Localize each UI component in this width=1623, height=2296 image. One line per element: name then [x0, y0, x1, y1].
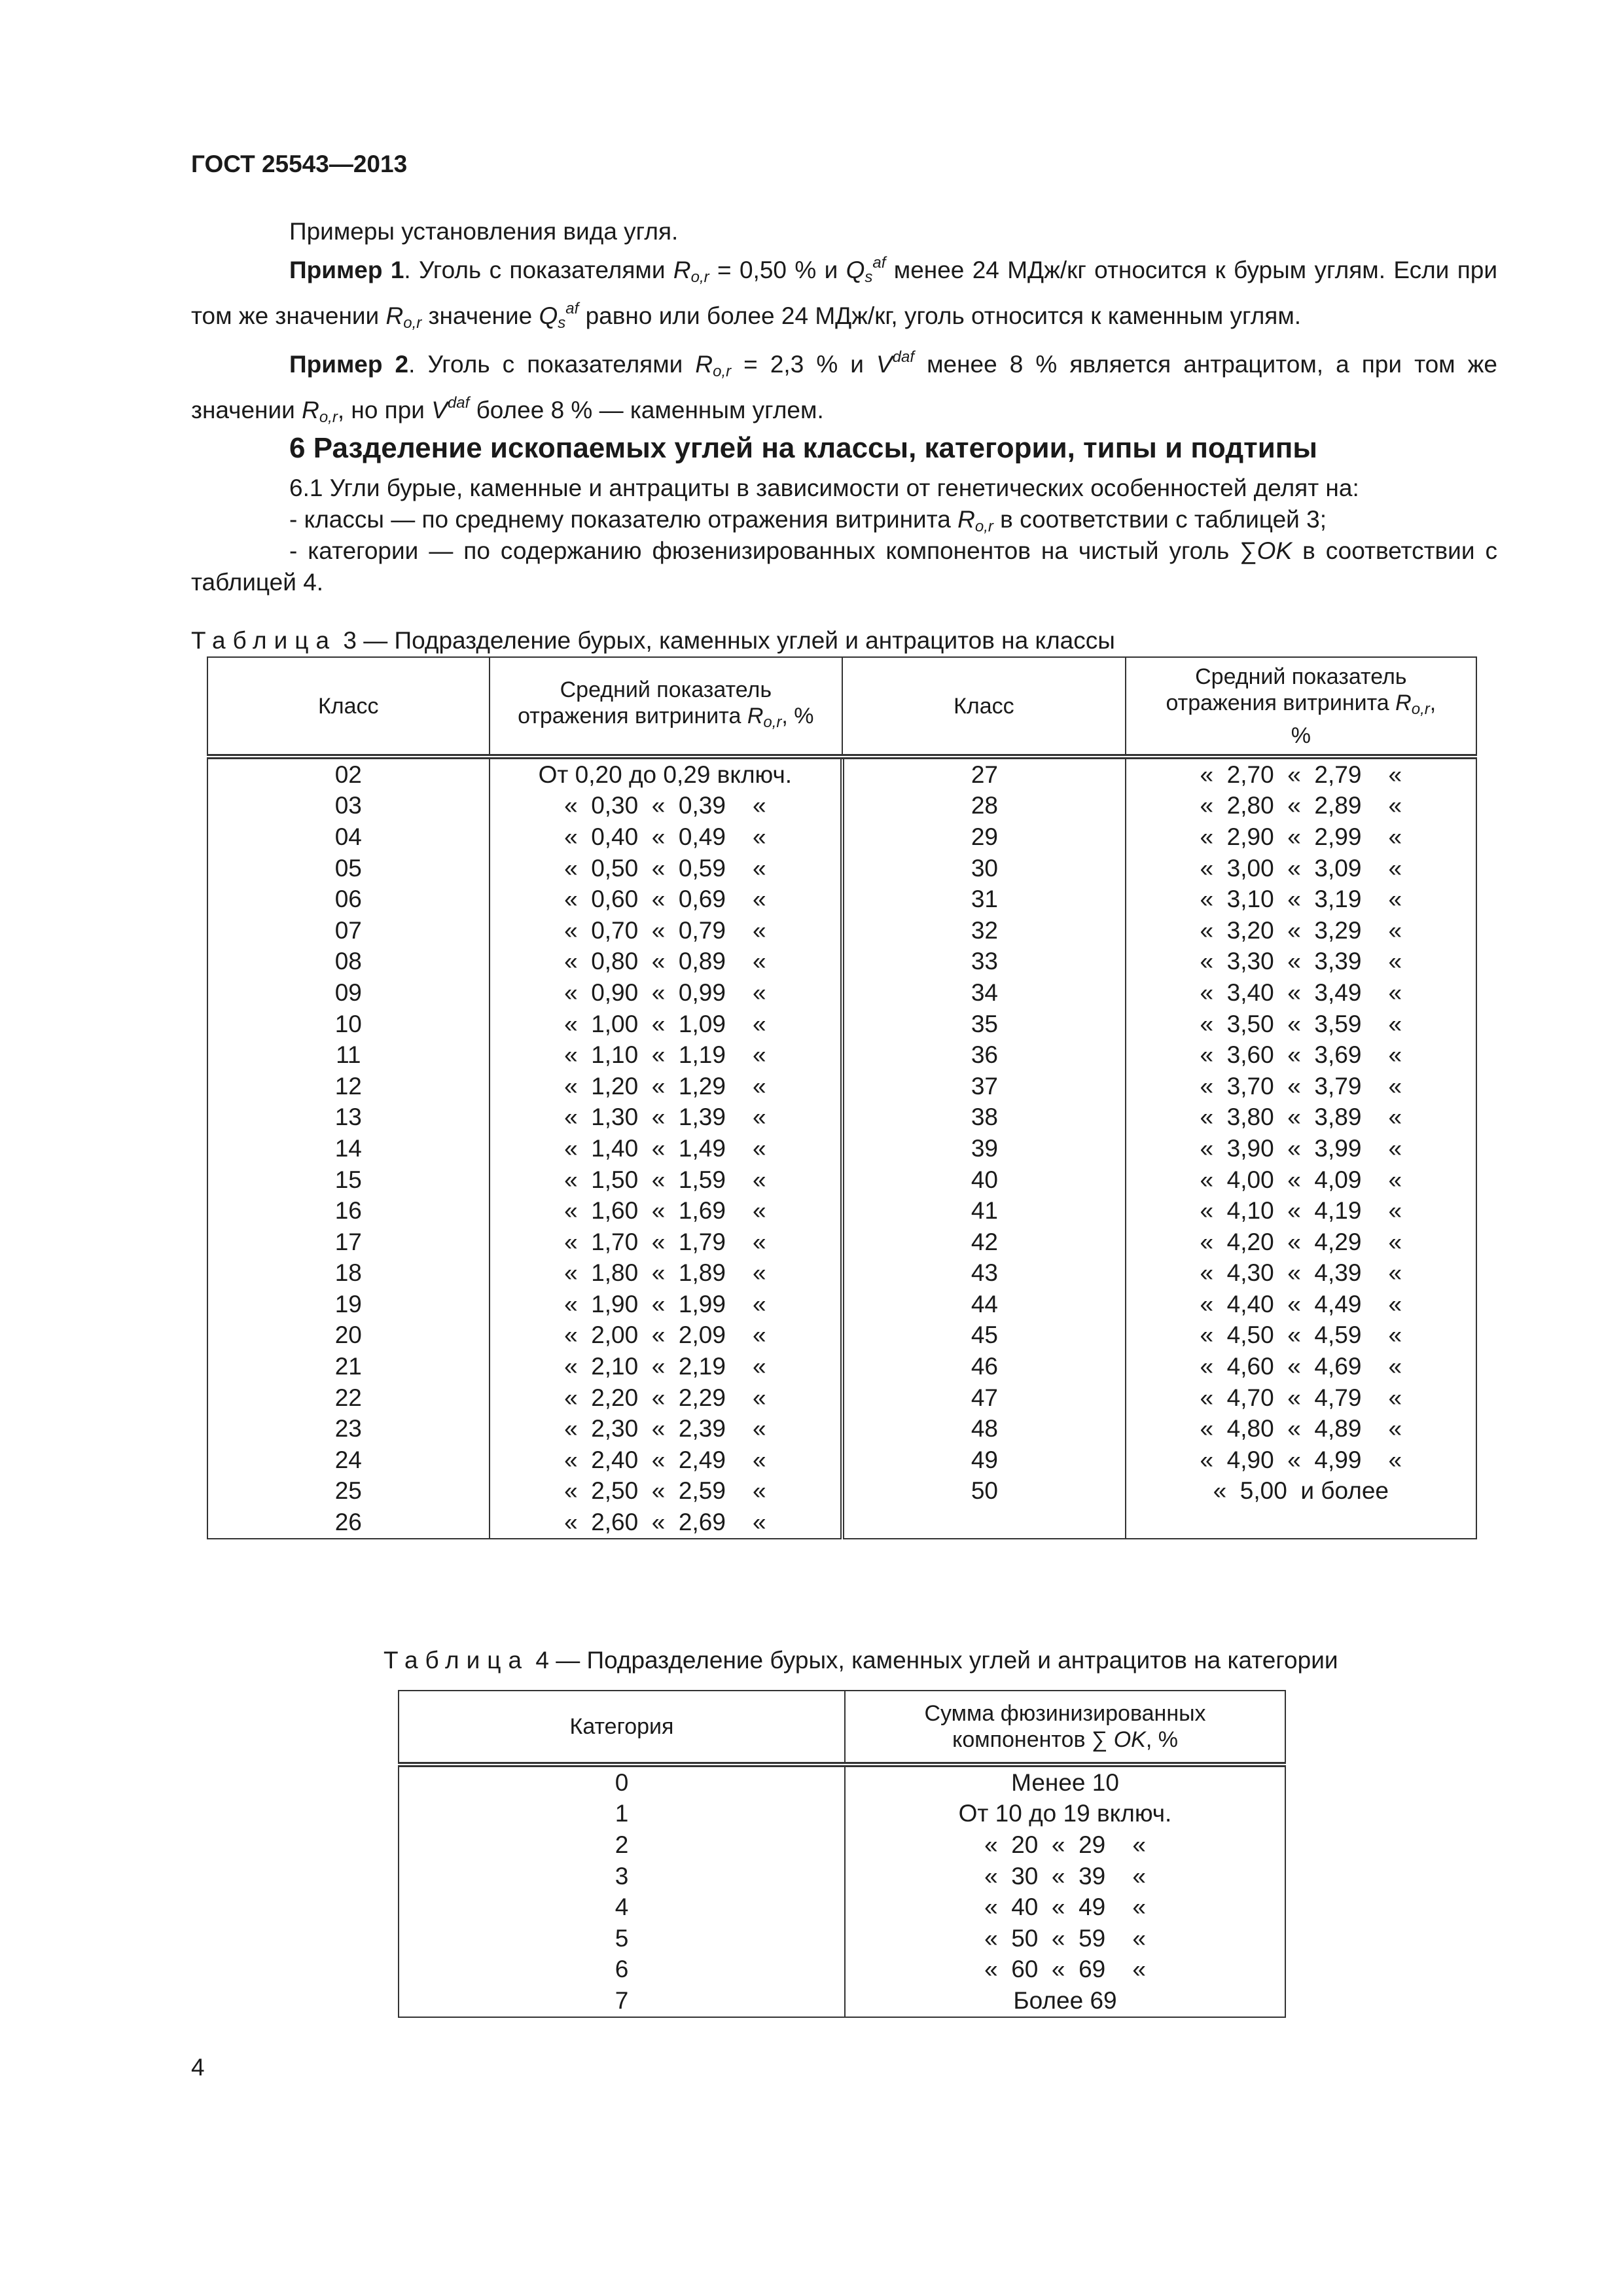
table-row	[207, 1009, 1476, 1040]
table-row	[207, 915, 1476, 946]
table-cell: « 1,00 « 1,09 «	[490, 1009, 843, 1040]
table-cell: 21	[207, 1351, 490, 1382]
table-cell: 19	[207, 1289, 490, 1320]
table-cell: 04	[207, 821, 490, 853]
table-4-body	[399, 1765, 1285, 2017]
column-header-value: Средний показатель отражения витринита $R_{o,r}$, %	[490, 657, 843, 757]
table-cell: 39	[842, 1133, 1126, 1164]
table-row	[399, 1861, 1285, 1892]
table-cell: « 3,90 « 3,99 «	[1126, 1133, 1476, 1164]
table-cell: От 10 до 19 включ.	[845, 1799, 1285, 1830]
table-cell: « 5,00 и более	[1126, 1476, 1476, 1507]
table-cell: 13	[207, 1102, 490, 1134]
table-cell: « 1,90 « 1,99 «	[490, 1289, 843, 1320]
table-cell: 1	[399, 1799, 845, 1830]
table-cell: 5	[399, 1923, 845, 1954]
table-cell: 4	[399, 1892, 845, 1923]
table-cell: 15	[207, 1164, 490, 1196]
table-cell: « 40 « 49 «	[845, 1892, 1285, 1923]
table-cell: « 4,80 « 4,89 «	[1126, 1413, 1476, 1444]
section-paragraph-2: - классы — по среднему показателю отражения витринита $R_{o,r}$ в соответствии с таблицей 3;	[289, 506, 1327, 535]
table-cell: « 2,30 « 2,39 «	[490, 1413, 843, 1444]
table-cell: 43	[842, 1258, 1126, 1289]
page-number: 4	[191, 2054, 205, 2081]
table-cell: 37	[842, 1071, 1126, 1102]
table-row	[207, 1039, 1476, 1071]
table-cell: 12	[207, 1071, 490, 1102]
table-cell: « 4,60 « 4,69 «	[1126, 1351, 1476, 1382]
table-cell: 35	[842, 1009, 1126, 1040]
table-3-caption: Таблица 3 — Подразделение бурых, каменных углей и антрацитов на классы	[191, 627, 1115, 654]
table-row	[399, 1892, 1285, 1923]
symbol-ok: OK	[1257, 537, 1293, 564]
table-cell: 32	[842, 915, 1126, 946]
table-cell: Менее 10	[845, 1765, 1285, 1799]
column-header-class: Класс	[207, 657, 490, 757]
section-paragraph-1: 6.1 Угли бурые, каменные и антрациты в зависимости от генетических особенностей делят на:	[289, 475, 1359, 501]
table-cell: 7	[399, 1985, 845, 2017]
table-cell: 14	[207, 1133, 490, 1164]
table-cell: « 0,80 « 0,89 «	[490, 946, 843, 978]
table-row	[207, 1476, 1476, 1507]
table-cell: 03	[207, 791, 490, 822]
table-cell: 27	[842, 757, 1126, 791]
table-cell: « 3,20 « 3,29 «	[1126, 915, 1476, 946]
symbol-r: R	[302, 397, 319, 423]
table-row	[399, 1765, 1285, 1799]
table-cell: 42	[842, 1227, 1126, 1258]
table-row	[207, 1164, 1476, 1196]
table-cell: 50	[842, 1476, 1126, 1507]
table-cell: « 4,90 « 4,99 «	[1126, 1444, 1476, 1476]
table-row	[207, 757, 1476, 791]
table-row	[399, 1923, 1285, 1954]
symbol-v: V	[431, 397, 448, 423]
table-cell: « 3,80 « 3,89 «	[1126, 1102, 1476, 1134]
table-cell: « 0,60 « 0,69 «	[490, 884, 843, 915]
table-header-row	[399, 1691, 1285, 1765]
table-row	[207, 1071, 1476, 1102]
table-cell: 10	[207, 1009, 490, 1040]
column-header-class: Класс	[842, 657, 1126, 757]
table-cell: 31	[842, 884, 1126, 915]
table-cell: « 3,40 « 3,49 «	[1126, 977, 1476, 1009]
table-cell: 33	[842, 946, 1126, 978]
table-cell: « 2,20 « 2,29 «	[490, 1382, 843, 1414]
symbol-r: R	[957, 506, 975, 533]
table-cell: « 4,40 « 4,49 «	[1126, 1289, 1476, 1320]
column-header-value: Средний показатель отражения витринита $R_{o,r}$, %	[1126, 657, 1476, 757]
table-cell: 18	[207, 1258, 490, 1289]
table-cell: 6	[399, 1954, 845, 1986]
column-header-sum: Сумма фюзинизированных компонентов ∑ OK, %	[845, 1691, 1285, 1765]
section-paragraph-3: - категории — по содержанию фюзенизированных компонентов на чистый уголь ∑OK в соответствии с таблицей 4.	[191, 537, 1497, 596]
table-cell: 24	[207, 1444, 490, 1476]
table-cell: « 1,70 « 1,79 «	[490, 1227, 843, 1258]
table-4-caption: Таблица 4 — Подразделение бурых, каменных углей и антрацитов на категории	[383, 1647, 1338, 1674]
table-cell: « 0,90 « 0,99 «	[490, 977, 843, 1009]
table-cell: « 2,00 « 2,09 «	[490, 1320, 843, 1352]
table-cell: « 2,60 « 2,69 «	[490, 1507, 843, 1539]
table-cell: « 3,60 « 3,69 «	[1126, 1039, 1476, 1071]
table-row	[207, 1195, 1476, 1227]
table-cell: 17	[207, 1227, 490, 1258]
table-cell: От 0,20 до 0,29 включ.	[490, 757, 843, 791]
table-cell: 06	[207, 884, 490, 915]
table-cell: « 0,40 « 0,49 «	[490, 821, 843, 853]
example-2: Пример 2. Уголь с показателями $R_{o,r} = 2,3$ % и $V^{daf}$ менее 8 % является антрацитом, а при том же значении $R_{o,r}$, но при $V^{daf}$ более 8 % — каменным углем.	[191, 348, 1497, 426]
table-row	[207, 1382, 1476, 1414]
table-cell: « 4,50 « 4,59 «	[1126, 1320, 1476, 1352]
table-cell: 45	[842, 1320, 1126, 1352]
table-cell: Более 69	[845, 1985, 1285, 2017]
table-row	[207, 884, 1476, 915]
symbol-v: V	[876, 351, 893, 378]
table-cell: « 4,10 « 4,19 «	[1126, 1195, 1476, 1227]
table-cell: 08	[207, 946, 490, 978]
table-row	[207, 1320, 1476, 1352]
table-cell: « 2,90 « 2,99 «	[1126, 821, 1476, 853]
symbol-q: Q	[846, 257, 865, 283]
table-row	[207, 1289, 1476, 1320]
table-cell: 0	[399, 1765, 845, 1799]
table-cell: « 1,60 « 1,69 «	[490, 1195, 843, 1227]
table-cell: 23	[207, 1413, 490, 1444]
table-cell: 07	[207, 915, 490, 946]
symbol-q: Q	[539, 302, 558, 329]
symbol-r: R	[385, 302, 404, 329]
table-row	[399, 1954, 1285, 1986]
table-cell: 36	[842, 1039, 1126, 1071]
table-row	[399, 1799, 1285, 1830]
section-title: 6 Разделение ископаемых углей на классы, категории, типы и подтипы	[289, 432, 1317, 464]
table-cell: 46	[842, 1351, 1126, 1382]
table-row	[207, 1133, 1476, 1164]
table-cell: « 3,70 « 3,79 «	[1126, 1071, 1476, 1102]
table-cell: « 3,50 « 3,59 «	[1126, 1009, 1476, 1040]
table-cell: « 1,30 « 1,39 «	[490, 1102, 843, 1134]
table-row	[207, 791, 1476, 822]
table-cell: 09	[207, 977, 490, 1009]
table-cell: 41	[842, 1195, 1126, 1227]
table-header-row	[207, 657, 1476, 757]
table-cell: 28	[842, 791, 1126, 822]
example-1: Пример 1. Уголь с показателями $R_{o,r} = 0,50$ % и $Q_s^{af}$ менее 24 МДж/кг относится к бурым углям. Если при том же значении $R_{o,r}$ значение $Q_s^{af}$ равно или более 24 МДж/кг, уголь относится к каменным углям.	[191, 254, 1497, 332]
table-cell: 49	[842, 1444, 1126, 1476]
table-row	[207, 853, 1476, 884]
table-cell: 16	[207, 1195, 490, 1227]
table-cell: « 0,30 « 0,39 «	[490, 791, 843, 822]
table-row	[399, 1985, 1285, 2017]
table-row	[207, 1351, 1476, 1382]
table-cell: 29	[842, 821, 1126, 853]
table-cell: 20	[207, 1320, 490, 1352]
table-cell: 47	[842, 1382, 1126, 1414]
table-row	[207, 1507, 1476, 1539]
example-1-label: Пример 1	[289, 257, 404, 283]
table-cell: 26	[207, 1507, 490, 1539]
table-row	[207, 1227, 1476, 1258]
table-row	[207, 821, 1476, 853]
table-cell: 38	[842, 1102, 1126, 1134]
table-row	[207, 1258, 1476, 1289]
table-cell: 48	[842, 1413, 1126, 1444]
table-row	[207, 977, 1476, 1009]
table-cell: « 20 « 29 «	[845, 1829, 1285, 1861]
table-cell: « 3,30 « 3,39 «	[1126, 946, 1476, 978]
table-cell: « 60 « 69 «	[845, 1954, 1285, 1986]
table-cell: 25	[207, 1476, 490, 1507]
table-cell: « 2,50 « 2,59 «	[490, 1476, 843, 1507]
table-cell: « 0,50 « 0,59 «	[490, 853, 843, 884]
table-cell: 05	[207, 853, 490, 884]
table-cell: 30	[842, 853, 1126, 884]
table-cell: « 4,20 « 4,29 «	[1126, 1227, 1476, 1258]
table-cell	[842, 1507, 1126, 1539]
table-cell: « 50 « 59 «	[845, 1923, 1285, 1954]
table-cell: « 1,80 « 1,89 «	[490, 1258, 843, 1289]
table-cell: « 1,50 « 1,59 «	[490, 1164, 843, 1196]
table-cell: 2	[399, 1829, 845, 1861]
table-row	[207, 1413, 1476, 1444]
table-cell: « 2,40 « 2,49 «	[490, 1444, 843, 1476]
table-cell: 22	[207, 1382, 490, 1414]
symbol-r: R	[673, 257, 691, 283]
table-cell: « 4,00 « 4,09 «	[1126, 1164, 1476, 1196]
table-cell: « 30 « 39 «	[845, 1861, 1285, 1892]
table-4	[398, 1690, 1286, 2018]
example-2-label: Пример 2	[289, 351, 409, 378]
table-row	[207, 1102, 1476, 1134]
table-row	[399, 1829, 1285, 1861]
table-3-body	[207, 757, 1476, 1539]
column-header-category: Категория	[399, 1691, 845, 1765]
table-cell: 34	[842, 977, 1126, 1009]
table-cell: « 2,80 « 2,89 «	[1126, 791, 1476, 822]
table-cell: 44	[842, 1289, 1126, 1320]
table-cell: « 2,10 « 2,19 «	[490, 1351, 843, 1382]
table-cell: 3	[399, 1861, 845, 1892]
table-cell: « 1,20 « 1,29 «	[490, 1071, 843, 1102]
table-cell: « 4,30 « 4,39 «	[1126, 1258, 1476, 1289]
table-cell: « 3,10 « 3,19 «	[1126, 884, 1476, 915]
table-cell: 11	[207, 1039, 490, 1071]
table-row	[207, 946, 1476, 978]
table-cell: 40	[842, 1164, 1126, 1196]
table-cell: « 4,70 « 4,79 «	[1126, 1382, 1476, 1414]
symbol-r: R	[695, 351, 713, 378]
document-header: ГОСТ 25543—2013	[191, 151, 408, 177]
table-cell: « 2,70 « 2,79 «	[1126, 757, 1476, 791]
table-cell: 02	[207, 757, 490, 791]
table-cell	[1126, 1507, 1476, 1539]
table-cell: « 1,10 « 1,19 «	[490, 1039, 843, 1071]
table-3	[207, 656, 1477, 1539]
table-row	[207, 1444, 1476, 1476]
table-cell: « 3,00 « 3,09 «	[1126, 853, 1476, 884]
examples-intro: Примеры установления вида угля.	[289, 218, 679, 245]
table-cell: « 0,70 « 0,79 «	[490, 915, 843, 946]
table-cell: « 1,40 « 1,49 «	[490, 1133, 843, 1164]
